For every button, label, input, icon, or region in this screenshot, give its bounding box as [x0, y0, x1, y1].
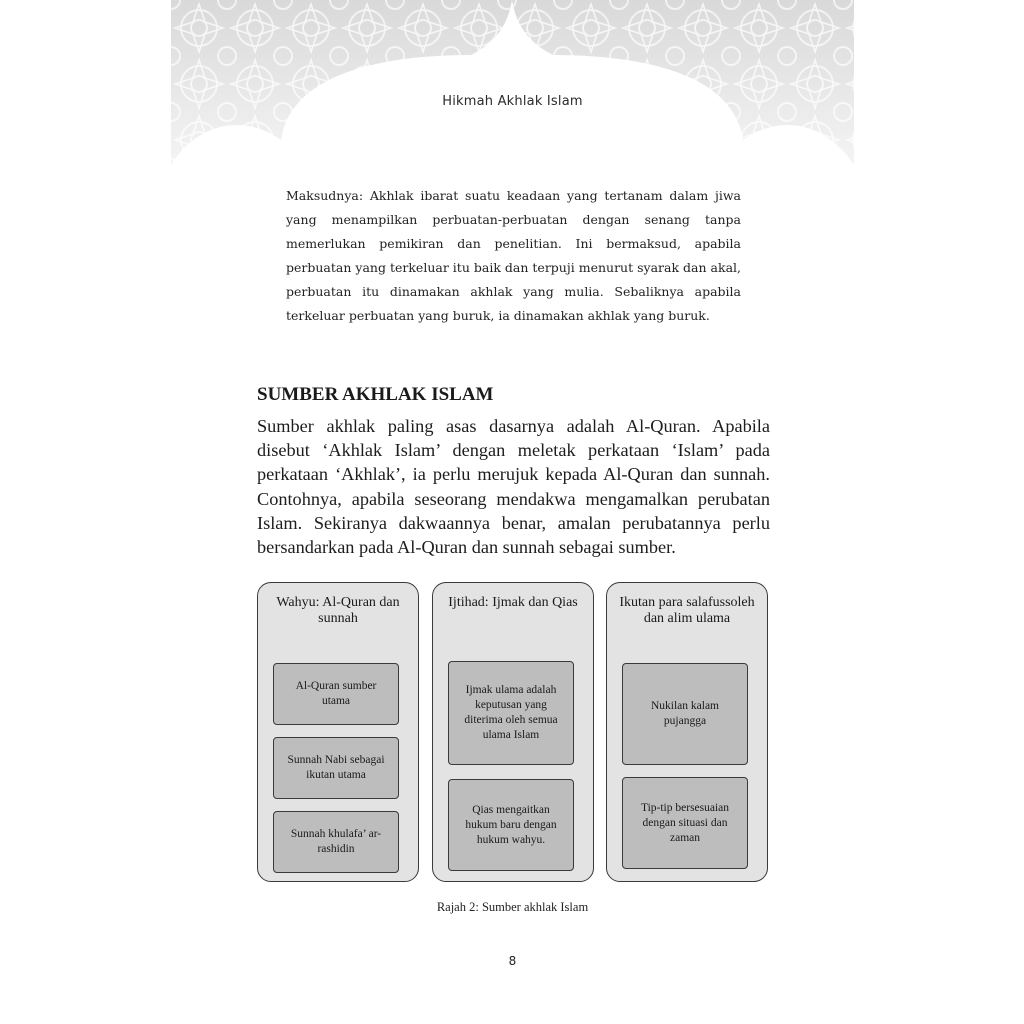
diagram-box: Sunnah Nabi sebagai ikutan utama: [273, 737, 399, 799]
diagram-box: Tip-tip bersesuaian dengan situasi dan zaman: [622, 777, 748, 869]
diagram-column-wahyu: [257, 582, 419, 882]
book-page: [171, 0, 854, 1024]
diagram-box: Ijmak ulama adalah keputusan yang diterima oleh semua ulama Islam: [448, 661, 574, 765]
column-title: Ijtihad: Ijmak dan Qias: [448, 595, 578, 610]
diagram-box: Sunnah khulafa’ ar-rashidin: [273, 811, 399, 873]
running-head: Hikmah Akhlak Islam: [442, 94, 583, 109]
diagram-box: Qias mengaitkan hukum baru dengan hukum wahyu.: [448, 779, 574, 871]
diagram-box: Al-Quran sumber utama: [273, 663, 399, 725]
column-title: Wahyu: Al-Quran dan sunnah: [276, 595, 400, 626]
page-number: 8: [508, 954, 517, 968]
diagram-column-ikutan: [606, 582, 768, 882]
quote-paragraph: Maksudnya: Akhlak ibarat suatu keadaan yang tertanam dalam jiwa yang menampilkan perbuatan-perbuatan dengan senang tanpa memerlukan pemikiran dan penelitian. Ini bermaksud, apabila perbuatan yang terkeluar itu baik dan terpuji menurut syarak dan akal, perbuatan itu dinamakan akhlak yang mulia. Sebaliknya apabila terkeluar perbuatan yang buruk, ia dinamakan akhlak yang buruk.: [286, 188, 741, 324]
diagram-column-ijtihad: [432, 582, 594, 882]
section-title: SUMBER AKHLAK ISLAM: [257, 384, 494, 405]
column-title: Ikutan para salafussoleh dan alim ulama: [619, 595, 755, 626]
figure-caption: Rajah 2: Sumber akhlak Islam: [436, 900, 589, 914]
diagram-box: Nukilan kalam pujangga: [622, 663, 748, 765]
body-paragraph: Sumber akhlak paling asas dasarnya adalah Al-Quran. Apabila disebut ‘Akhlak Islam’ dengan meletak perkataan ‘Islam’ pada perkataan ‘Akhlak’, ia perlu merujuk kepada Al-Quran dan sunnah. Contohnya, apabila seseorang mendakwa mengamalkan perubatan Islam. Sekiranya dakwaannya benar, amalan perubatannya perlu bersandarkan pada Al-Quran dan sunnah sebagai sumber.: [257, 416, 770, 558]
sources-diagram: [257, 582, 770, 884]
